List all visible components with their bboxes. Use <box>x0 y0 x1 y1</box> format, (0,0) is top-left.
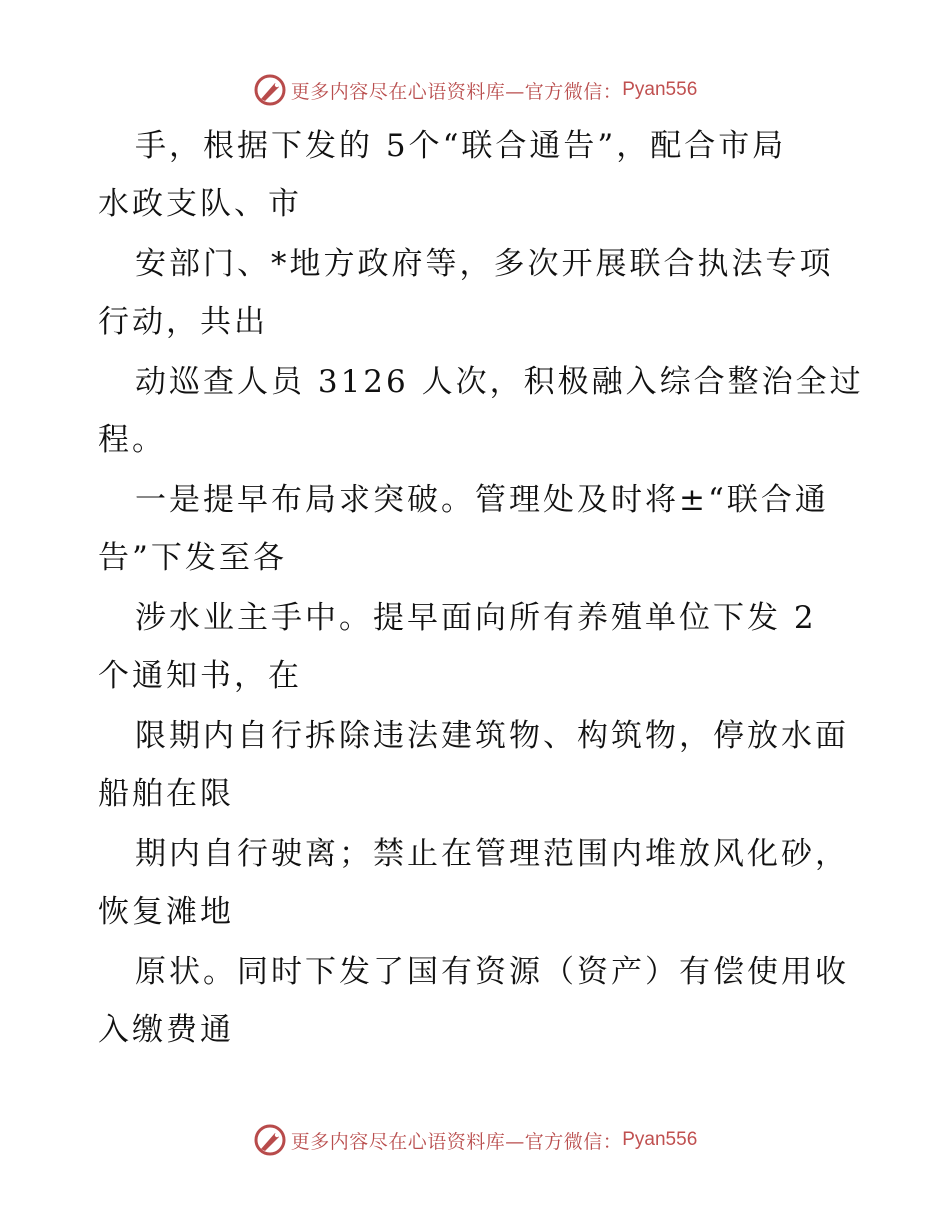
text-line: 手，根据下发的 5个“联合通告”，配合市局 <box>135 128 787 164</box>
text-line: 恢复滩地 <box>98 894 234 930</box>
text-line: 安部门、*地方政府等，多次开展联合执法专项 <box>135 246 834 282</box>
text-line: 原状。同时下发了国有资源（资产）有偿使用收 <box>135 954 849 990</box>
text-line: 期内自行驶离；禁止在管理范围内堆放风化砂， <box>135 836 849 872</box>
footer-watermark-banner <box>0 1120 950 1160</box>
text-line: 个通知书，在 <box>98 658 302 694</box>
pen-logo-icon <box>253 73 287 107</box>
text-line: 涉水业主手中。提早面向所有养殖单位下发 2 <box>135 600 817 636</box>
text-line: 告”下发至各 <box>98 540 287 576</box>
text-line: 水政支队、市 <box>98 186 302 222</box>
pen-logo-icon <box>253 1123 287 1157</box>
banner-wechat-id: Pyan556 <box>622 1129 698 1150</box>
banner-wechat-id: Pyan556 <box>622 79 698 100</box>
text-line: 限期内自行拆除违法建筑物、构筑物，停放水面 <box>135 718 849 754</box>
text-line: 行动，共出 <box>98 304 268 340</box>
text-line: 一是提早布局求突破。管理处及时将±“联合通 <box>135 482 829 518</box>
text-line: 程。 <box>98 422 166 458</box>
banner-text: 更多内容尽在心语资料库—官方微信： <box>290 1130 623 1153</box>
text-line: 船舶在限 <box>98 776 234 812</box>
header-watermark-banner <box>0 70 950 110</box>
text-line: 入缴费通 <box>98 1012 234 1048</box>
banner-text: 更多内容尽在心语资料库—官方微信： <box>290 80 623 103</box>
text-line: 动巡查人员 3126 人次，积极融入综合整治全过 <box>135 364 864 400</box>
